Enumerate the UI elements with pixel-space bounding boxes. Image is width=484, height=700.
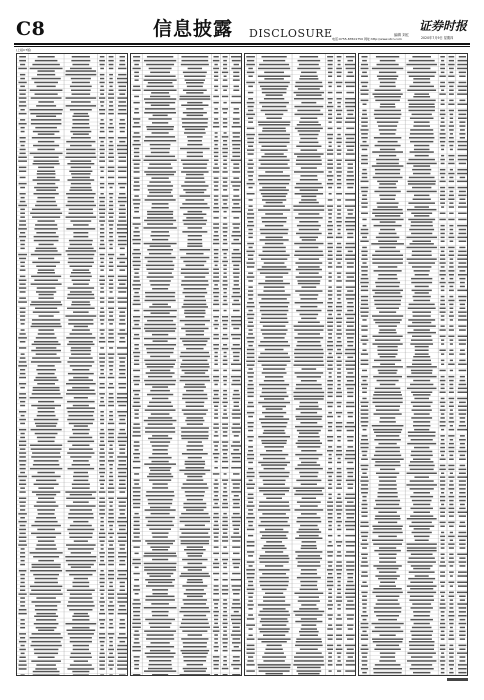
continuation-note: (上接C7版) xyxy=(16,48,32,52)
masthead-logo: 证券时报 xyxy=(419,19,468,33)
section-title-en: DISCLOSURE xyxy=(249,27,333,40)
page-header xyxy=(0,0,484,44)
table-column-2 xyxy=(130,53,242,676)
header-rule-thin xyxy=(14,46,470,47)
table-column-1 xyxy=(16,53,128,676)
table-column-4 xyxy=(358,53,468,676)
table-column-3 xyxy=(244,53,356,676)
date-line: 2020年7月9日 星期四 xyxy=(421,36,454,40)
page-number: C8 xyxy=(16,18,46,40)
page-end-mark xyxy=(447,678,468,681)
editor-line: 编辑 刘红 xyxy=(394,33,410,37)
contact-line: 电话:0755-83501750 网址:http://www.stcn.com xyxy=(332,37,402,41)
header-rule xyxy=(14,43,470,45)
disclosure-tables xyxy=(16,53,468,676)
section-title: 信息披露 xyxy=(153,18,234,40)
